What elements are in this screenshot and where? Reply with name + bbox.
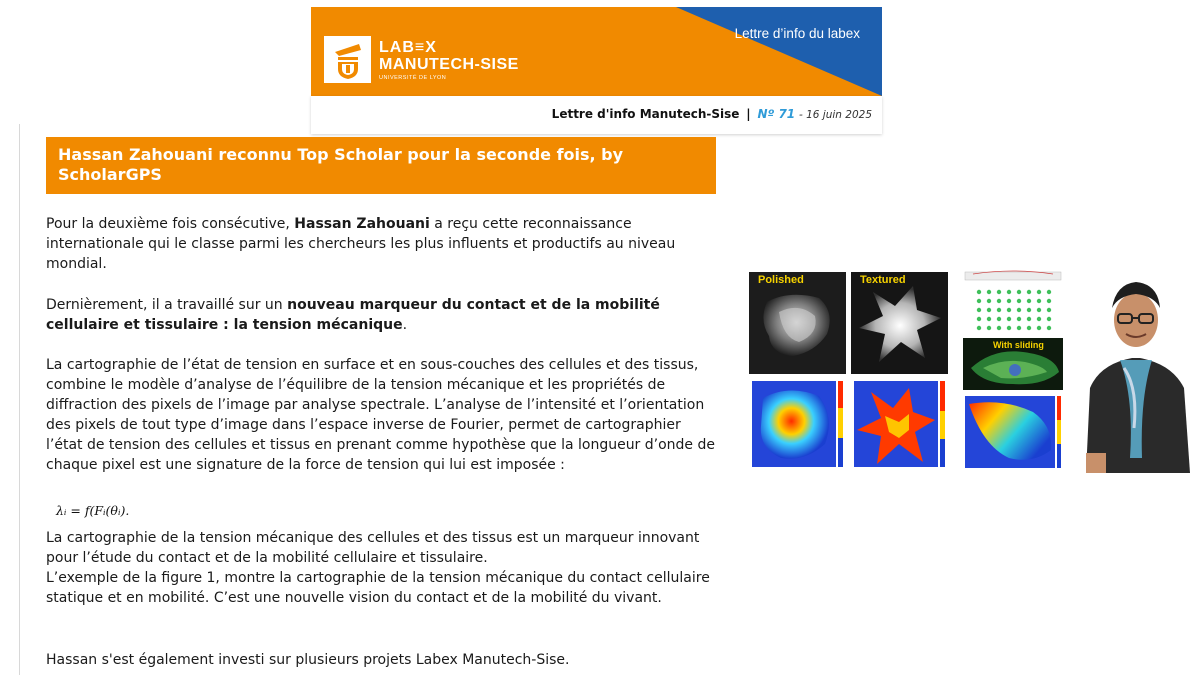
panel-dot-array	[963, 270, 1063, 334]
lion-emblem-icon	[324, 36, 371, 83]
issue-title: Lettre d'info Manutech-Sise	[551, 107, 740, 121]
paragraph-2	[46, 295, 716, 335]
paragraph-6	[46, 650, 716, 670]
p2-text-end: .	[402, 317, 408, 333]
labex-logo	[324, 36, 519, 83]
newsletter-banner	[311, 7, 882, 96]
panel-textured-micrograph	[851, 272, 948, 374]
p1-text-start: Pour la deuxième fois consécutive,	[46, 216, 295, 232]
p1-text-end: a reçu cette reconnaissance internationale qui le classe parmi les chercheurs les plus influents et productifs au niveau mondial.	[46, 216, 676, 272]
issue-number: Nº 71	[757, 107, 796, 121]
label-with-sliding: With sliding	[993, 340, 1044, 350]
figure-1	[742, 268, 1200, 473]
banner-caption: Lettre d’info du labex	[734, 26, 860, 41]
paragraph-1	[46, 214, 716, 274]
p1-author-name: Hassan Zahouani	[294, 216, 430, 232]
author-portrait	[1072, 268, 1200, 473]
p4-text: La cartographie de la tension mécanique des cellules et des tissus est un marqueur innovant pour l’étude du contact et de la mobilité cellulaire et tissulaire.	[46, 530, 700, 566]
panel-polished-micrograph	[749, 272, 846, 374]
logo-line-manutech: MANUTECH-SISE	[379, 55, 519, 73]
panel-heatmap-textured	[851, 378, 948, 470]
panel-with-sliding	[963, 338, 1063, 390]
label-polished: Polished	[758, 274, 804, 286]
logo-line-labex: LAB≡X	[379, 38, 437, 56]
logo-line-university: UNIVERSITÉ DE LYON	[379, 74, 447, 81]
issue-line	[552, 107, 872, 121]
paragraph-4	[46, 528, 716, 608]
tension-formula: λᵢ = f(Fᵢ(θᵢ).	[56, 503, 130, 518]
p5-text: L’exemple de la figure 1, montre la cartographie de la tension mécanique du contact cellulaire statique et en mobilité. C’est une nouvelle vision du contact et de la mobilité du vivant.	[46, 570, 710, 606]
panel-heatmap-sliding	[963, 394, 1063, 470]
p6-text: Hassan s'est également investi sur plusieurs projets Labex Manutech-Sise.	[46, 652, 570, 668]
p2-text-start: Dernièrement, il a travaillé sur un	[46, 297, 288, 313]
issue-date: - 16 juin 2025	[798, 109, 872, 121]
issue-bar	[311, 96, 882, 134]
issue-separator: |	[746, 107, 751, 121]
logo-wordmark	[379, 39, 519, 81]
article-left-rule	[19, 124, 20, 675]
p2-highlight: nouveau marqueur du contact et de la mobilité cellulaire et tissulaire : la tension mécanique	[46, 297, 660, 333]
article-headline: Hassan Zahouani reconnu Top Scholar pour la seconde fois, by ScholarGPS	[46, 137, 716, 194]
label-textured: Textured	[860, 274, 906, 286]
panel-heatmap-polished	[749, 378, 846, 470]
paragraph-3	[46, 355, 716, 475]
p3-text: La cartographie de l’état de tension en surface et en sous-couches des cellules et des tissus, combine le modèle d’analyse de l’équilibre de la tension mécanique et les propriétés de diffraction des pixels de l’image par analyse spectrale. L’analyse de l’intensité et l’orientation des pixels de tout type d’image dans l’espace inverse de Fourier, permet de cartographier l’état de tension des cellules et tissus en prenant comme hypothèse que la longueur d’onde de chaque pixel est une signature de la force de tension qui lui est imposée :	[46, 357, 715, 473]
